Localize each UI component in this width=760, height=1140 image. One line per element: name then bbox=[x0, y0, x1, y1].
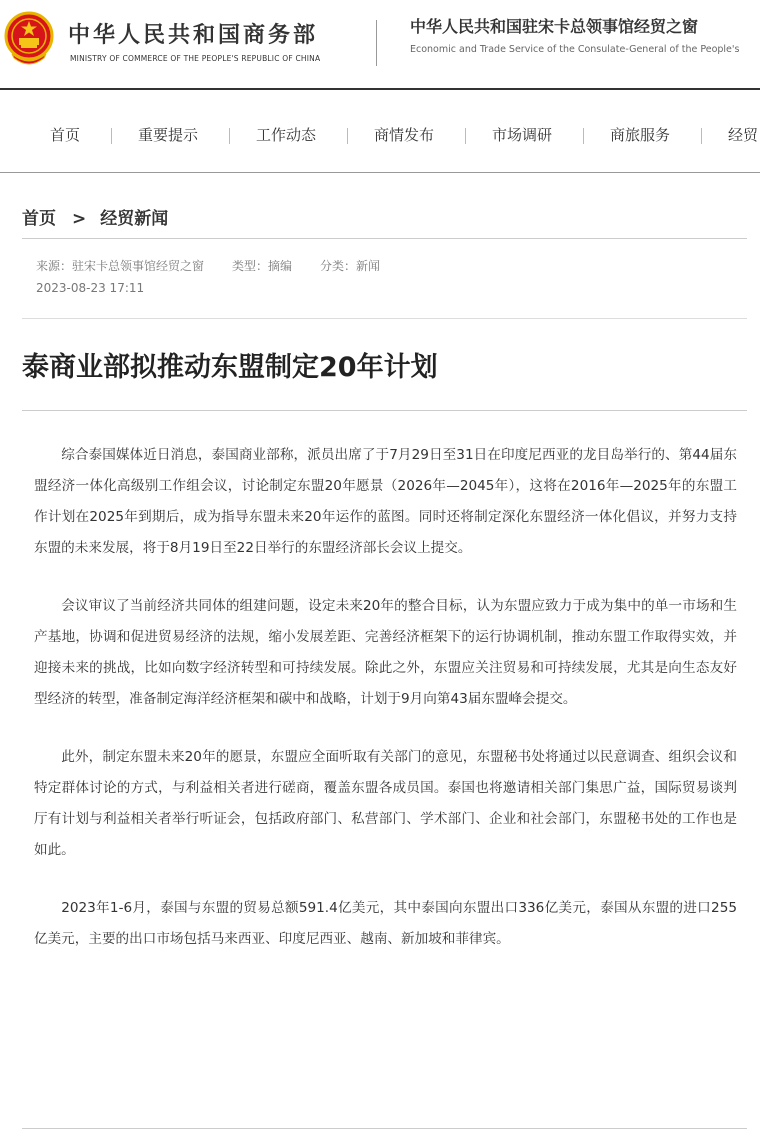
breadcrumb-current[interactable]: 经贸新闻 bbox=[100, 209, 169, 229]
article-end-divider bbox=[22, 1128, 747, 1129]
nav-item-notices[interactable]: 重要提示 bbox=[138, 126, 199, 144]
article-meta bbox=[36, 257, 380, 274]
header-divider bbox=[376, 20, 377, 66]
nav-separator bbox=[111, 128, 112, 144]
article-paragraph: 此外，制定东盟未来20年的愿景，东盟应全面听取有关部门的意见，东盟秘书处将通过以民意调查、组织会议和特定群体讨论的方式，与利益相关者进行磋商，覆盖东盟各成员国。泰国也将邀请相关部门集思广益，国际贸易谈判厅有计划与利益相关者举行听证会，包括政府部门、私营部门、学术部门、企业和社会部门，东盟秘书处的工作也是如此。 bbox=[34, 749, 737, 858]
nav-item-work-news[interactable]: 工作动态 bbox=[256, 126, 317, 144]
nav-separator bbox=[465, 128, 466, 144]
meta-divider bbox=[22, 318, 747, 319]
nav-item-travel-service[interactable]: 商旅服务 bbox=[610, 126, 671, 144]
header-bottom-border bbox=[0, 88, 760, 90]
breadcrumb-separator: > bbox=[72, 209, 87, 229]
breadcrumb-divider bbox=[22, 238, 747, 239]
article-title: 泰商业部拟推动东盟制定20年计划 bbox=[22, 352, 438, 383]
main-nav bbox=[0, 104, 760, 164]
site-header bbox=[0, 0, 760, 88]
breadcrumb bbox=[22, 204, 168, 229]
nav-separator bbox=[583, 128, 584, 144]
meta-category: 分类：新闻 bbox=[320, 259, 381, 273]
meta-source: 来源：驻宋卡总领事馆经贸之窗 bbox=[36, 259, 205, 273]
ministry-name-en: MINISTRY OF COMMERCE OF THE PEOPLE'S REPUBLIC OF CHINA bbox=[70, 54, 321, 63]
meta-type: 类型：摘编 bbox=[232, 259, 293, 273]
nav-separator bbox=[701, 128, 702, 144]
nav-item-home[interactable]: 首页 bbox=[50, 126, 81, 144]
nav-separator bbox=[347, 128, 348, 144]
meta-date: 2023-08-23 17:11 bbox=[36, 281, 145, 295]
nav-bottom-border bbox=[0, 172, 760, 173]
consulate-name-en: Economic and Trade Service of the Consulate-General of the People's bbox=[410, 44, 740, 55]
consulate-name-cn[interactable]: 中华人民共和国驻宋卡总领事馆经贸之窗 bbox=[410, 17, 699, 36]
article-body bbox=[34, 440, 737, 982]
ministry-name-cn[interactable]: 中华人民共和国商务部 bbox=[68, 23, 319, 48]
nav-separator bbox=[229, 128, 230, 144]
article-paragraph: 会议审议了当前经济共同体的组建问题，设定未来20年的整合目标，认为东盟应致力于成为集中的单一市场和生产基地，协调和促进贸易经济的法规，缩小发展差距、完善经济框架下的运行协调机制，推动东盟工作取得实效，并迎接未来的挑战，比如向数字经济转型和可持续发展。除此之外，东盟应关注贸易和可持续发展，尤其是向生态友好型经济的转型，准备制定海洋经济框架和碳中和战略，计划于9月向第43届东盟峰会提交。 bbox=[34, 598, 737, 707]
breadcrumb-home[interactable]: 首页 bbox=[22, 209, 56, 229]
article-paragraph: 2023年1-6月，泰国与东盟的贸易总额591.4亿美元，其中泰国向东盟出口336亿美元，泰国从东盟的进口255亿美元，主要的出口市场包括马来西亚、印度尼西亚、越南、新加坡和菲律宾。 bbox=[34, 900, 737, 947]
nav-item-business-info[interactable]: 商情发布 bbox=[374, 126, 435, 144]
nav-item-trade[interactable]: 经贸 bbox=[728, 126, 759, 144]
article-paragraph: 综合泰国媒体近日消息，泰国商业部称，派员出席了于7月29日至31日在印度尼西亚的龙目岛举行的、第44届东盟经济一体化高级别工作组会议，讨论制定东盟20年愿景（2026年—2045年），这将在2016年—2025年的东盟工作计划在2025年到期后，成为指导东盟未来20年运作的蓝图。同时还将制定深化东盟经济一体化倡议，并努力支持东盟的未来发展，将于8月19日至22日举行的东盟经济部长会议上提交。 bbox=[34, 447, 737, 556]
national-emblem-icon[interactable] bbox=[4, 10, 54, 68]
title-divider bbox=[22, 410, 747, 411]
nav-item-market-research[interactable]: 市场调研 bbox=[492, 126, 553, 144]
